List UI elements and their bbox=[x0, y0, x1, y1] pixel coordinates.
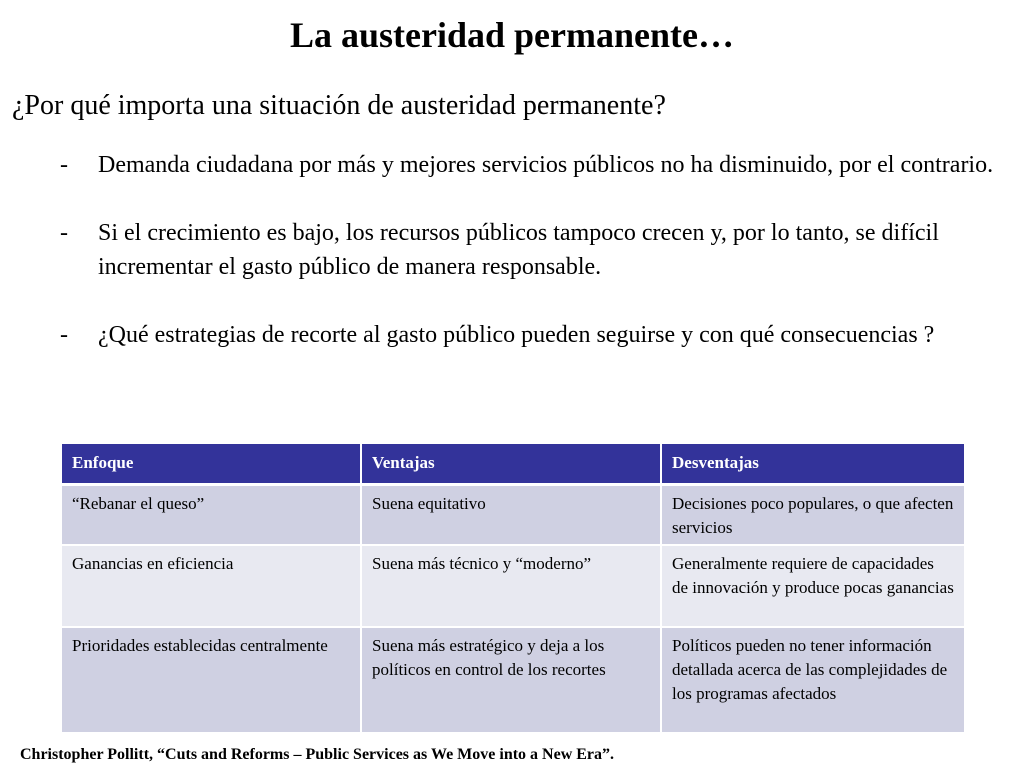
bullet-dash: - bbox=[60, 322, 68, 348]
header-ventajas: Ventajas bbox=[361, 443, 661, 485]
citation-footer: Christopher Pollitt, “Cuts and Reforms – Public Services as We Move into a New Era”. bbox=[20, 746, 615, 763]
table-cell: Decisiones poco populares, o que afecten servicios bbox=[661, 485, 965, 546]
bullet-text: Demanda ciudadana por más y mejores servicios públicos no ha disminuido, por el contrario. bbox=[98, 152, 994, 178]
table-cell: Suena más estratégico y deja a los políticos en control de los recortes bbox=[361, 627, 661, 733]
header-enfoque: Enfoque bbox=[61, 443, 361, 485]
table-cell: Prioridades establecidas centralmente bbox=[61, 627, 361, 733]
table-row bbox=[61, 485, 965, 546]
bullet-dash: - bbox=[60, 152, 68, 178]
table-header-row bbox=[61, 443, 965, 485]
bullet-text: ¿Qué estrategias de recorte al gasto público pueden seguirse y con qué consecuencias ? bbox=[98, 322, 935, 348]
bullet-list bbox=[60, 148, 1000, 352]
bullet-item bbox=[60, 216, 1000, 284]
bullet-text: Si el crecimiento es bajo, los recursos públicos tampoco crecen y, por lo tanto, se difícil incrementar el gasto público de manera responsable. bbox=[98, 220, 939, 280]
table-row bbox=[61, 545, 965, 627]
header-desventajas: Desventajas bbox=[661, 443, 965, 485]
strategies-table bbox=[60, 442, 966, 734]
table-cell: Suena equitativo bbox=[361, 485, 661, 546]
bullet-item bbox=[60, 148, 1000, 182]
table-row bbox=[61, 627, 965, 733]
table-cell: “Rebanar el queso” bbox=[61, 485, 361, 546]
bullet-item bbox=[60, 318, 1000, 352]
table-cell: Generalmente requiere de capacidades de innovación y produce pocas ganancias bbox=[661, 545, 965, 627]
table-cell: Ganancias en eficiencia bbox=[61, 545, 361, 627]
table-cell: Suena más técnico y “moderno” bbox=[361, 545, 661, 627]
bullet-dash: - bbox=[60, 220, 68, 246]
slide-title: La austeridad permanente… bbox=[290, 15, 734, 55]
slide-question: ¿Por qué importa una situación de austeridad permanente? bbox=[12, 90, 666, 121]
table-cell: Políticos pueden no tener información detallada acerca de las complejidades de los programas afectados bbox=[661, 627, 965, 733]
